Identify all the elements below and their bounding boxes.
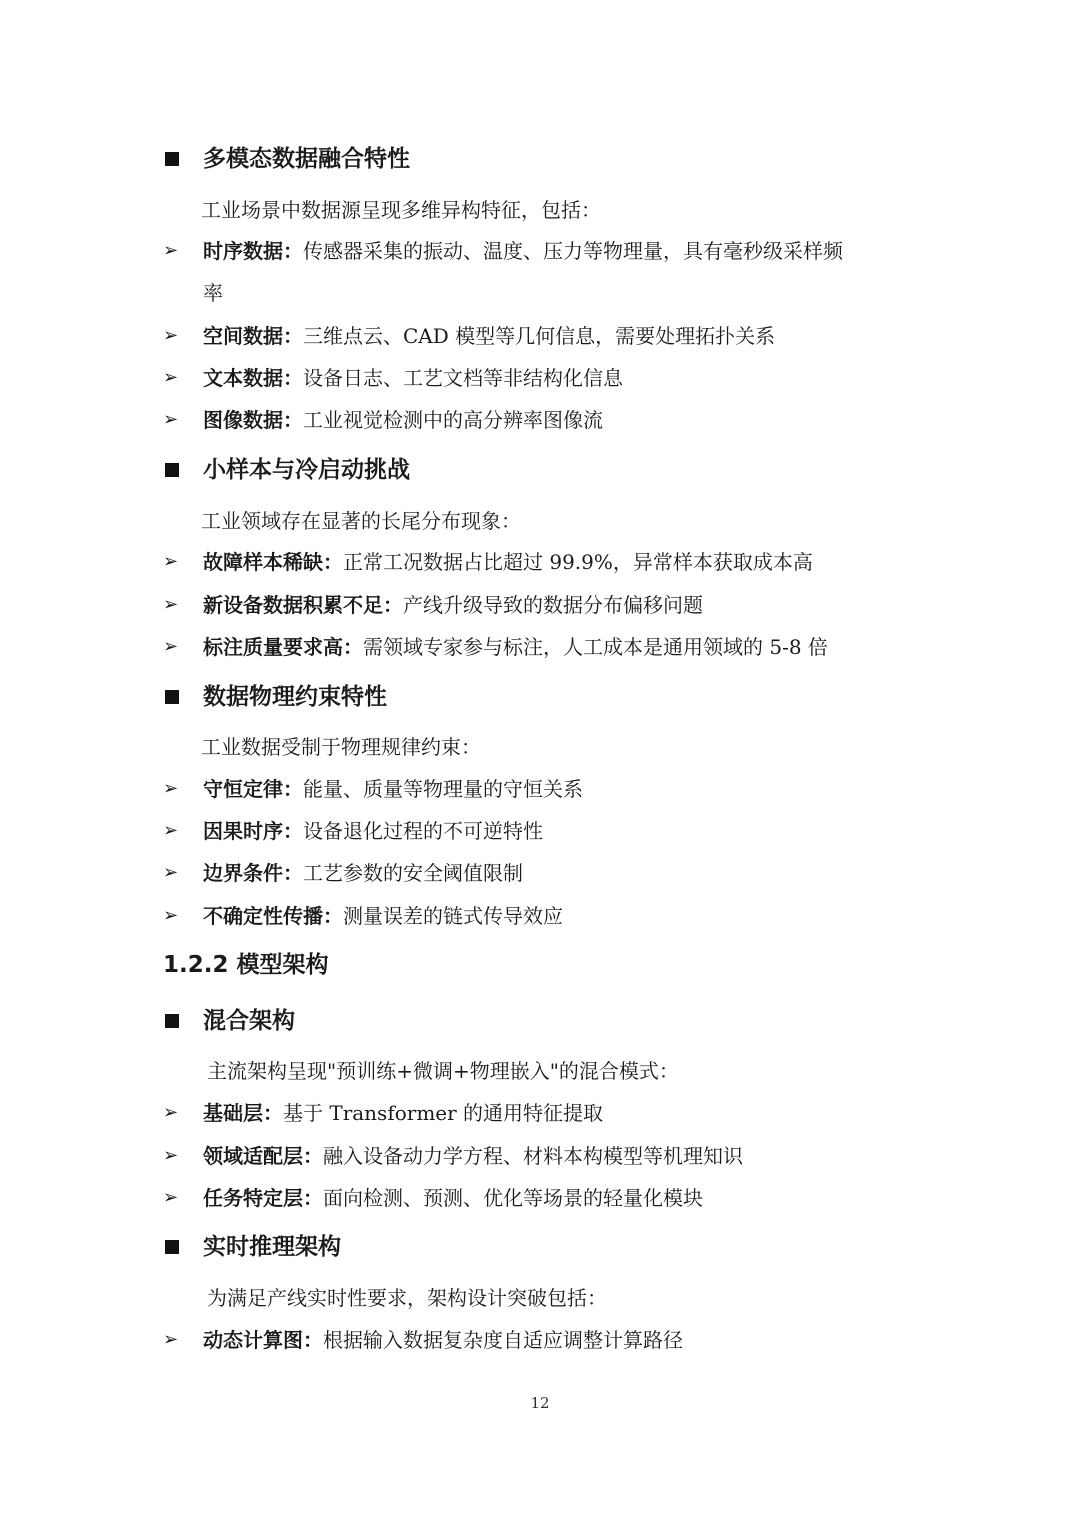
bullet-label: 任务特定层： <box>203 1186 323 1210</box>
bullet-body <box>203 237 843 265</box>
bullet-body <box>203 548 813 576</box>
bullet-text: 工艺参数的安全阈值限制 <box>303 861 523 885</box>
arrowhead-bullet-icon: ➢ <box>163 594 179 615</box>
bullet-item <box>0 817 1080 845</box>
arrowhead-bullet-icon: ➢ <box>163 905 179 926</box>
arrowhead-bullet-icon: ➢ <box>163 820 179 841</box>
bullet-body <box>203 1099 603 1127</box>
black-square-bullet-icon <box>165 1014 179 1028</box>
bullet-text: 融入设备动力学方程、材料本构模型等机理知识 <box>323 1144 743 1168</box>
intro-paragraph: 为满足产线实时性要求，架构设计突破包括： <box>207 1286 607 1310</box>
subsection-heading <box>0 454 1080 486</box>
bullet-text: 设备退化过程的不可逆特性 <box>303 819 543 843</box>
bullet-item <box>0 237 1080 307</box>
intro-paragraph: 主流架构呈现"预训练+微调+物理嵌入"的混合模式： <box>207 1059 679 1083</box>
arrowhead-bullet-icon: ➢ <box>163 1102 179 1123</box>
black-square-bullet-icon <box>165 463 179 477</box>
arrowhead-bullet-icon: ➢ <box>163 367 179 388</box>
bullet-text: 三维点云、CAD 模型等几何信息，需要处理拓扑关系 <box>303 324 776 348</box>
bullet-text: 传感器采集的振动、温度、压力等物理量，具有毫秒级采样频 <box>303 239 843 263</box>
bullet-body <box>203 633 828 661</box>
arrowhead-bullet-icon: ➢ <box>163 325 179 346</box>
bullet-text: 基于 Transformer 的通用特征提取 <box>283 1101 604 1125</box>
bullet-body <box>203 406 603 434</box>
bullet-body <box>203 1142 743 1170</box>
bullet-label: 时序数据： <box>203 239 303 263</box>
bullet-item <box>0 548 1080 576</box>
black-square-bullet-icon <box>165 1240 179 1254</box>
bullet-body <box>203 364 623 392</box>
arrowhead-bullet-icon: ➢ <box>163 551 179 572</box>
bullet-item <box>0 775 1080 803</box>
bullet-label: 空间数据： <box>203 324 303 348</box>
bullet-text: 需领域专家参与标注，人工成本是通用领域的 5-8 倍 <box>363 635 828 659</box>
bullet-label: 文本数据： <box>203 366 303 390</box>
heading-text: 小样本与冷启动挑战 <box>203 457 410 483</box>
arrowhead-bullet-icon: ➢ <box>163 1187 179 1208</box>
bullet-text-continuation: 率 <box>203 281 223 305</box>
heading-text: 多模态数据融合特性 <box>203 146 410 172</box>
bullet-text: 正常工况数据占比超过 99.9%，异常样本获取成本高 <box>343 550 813 574</box>
arrowhead-bullet-icon: ➢ <box>163 409 179 430</box>
arrowhead-bullet-icon: ➢ <box>163 240 179 261</box>
bullet-item <box>0 1326 1080 1354</box>
bullet-text: 测量误差的链式传导效应 <box>343 904 563 928</box>
bullet-body <box>203 902 563 930</box>
bullet-item <box>0 406 1080 434</box>
bullet-text: 面向检测、预测、优化等场景的轻量化模块 <box>323 1186 703 1210</box>
heading-text: 实时推理架构 <box>203 1234 341 1260</box>
intro-paragraph: 工业场景中数据源呈现多维异构特征，包括： <box>201 198 601 222</box>
bullet-text: 工业视觉检测中的高分辨率图像流 <box>303 408 603 432</box>
bullet-body <box>203 859 523 887</box>
section-title: 1.2.2 模型架构 <box>163 952 329 978</box>
bullet-body <box>203 322 775 350</box>
bullet-item <box>0 1099 1080 1127</box>
bullet-item <box>0 1142 1080 1170</box>
bullet-text: 产线升级导致的数据分布偏移问题 <box>403 593 703 617</box>
subsection-heading <box>0 681 1080 713</box>
page-number: 12 <box>530 1394 550 1412</box>
bullet-label: 守恒定律： <box>203 777 303 801</box>
bullet-body <box>203 1184 703 1212</box>
bullet-item <box>0 902 1080 930</box>
bullet-item <box>0 633 1080 661</box>
intro-paragraph: 工业数据受制于物理规律约束： <box>201 735 481 759</box>
bullet-label: 领域适配层： <box>203 1144 323 1168</box>
bullet-label: 标注质量要求高： <box>203 635 363 659</box>
black-square-bullet-icon <box>165 690 179 704</box>
bullet-item <box>0 322 1080 350</box>
bullet-body <box>203 775 583 803</box>
arrowhead-bullet-icon: ➢ <box>163 1145 179 1166</box>
intro-paragraph: 工业领域存在显著的长尾分布现象： <box>201 509 521 533</box>
bullet-body <box>203 817 543 845</box>
arrowhead-bullet-icon: ➢ <box>163 778 179 799</box>
bullet-body <box>203 1326 683 1354</box>
bullet-label: 新设备数据积累不足： <box>203 593 403 617</box>
arrowhead-bullet-icon: ➢ <box>163 636 179 657</box>
bullet-item <box>0 591 1080 619</box>
bullet-label: 因果时序： <box>203 819 303 843</box>
arrowhead-bullet-icon: ➢ <box>163 1329 179 1350</box>
bullet-label: 基础层： <box>203 1101 283 1125</box>
subsection-heading <box>0 1231 1080 1263</box>
bullet-body <box>203 591 703 619</box>
bullet-label: 边界条件： <box>203 861 303 885</box>
subsection-heading <box>0 1005 1080 1037</box>
bullet-item <box>0 1184 1080 1212</box>
bullet-item <box>0 859 1080 887</box>
arrowhead-bullet-icon: ➢ <box>163 862 179 883</box>
bullet-text: 能量、质量等物理量的守恒关系 <box>303 777 583 801</box>
heading-text: 数据物理约束特性 <box>203 684 387 710</box>
bullet-text: 根据输入数据复杂度自适应调整计算路径 <box>323 1328 683 1352</box>
bullet-label: 图像数据： <box>203 408 303 432</box>
bullet-label: 故障样本稀缺： <box>203 550 343 574</box>
bullet-text: 设备日志、工艺文档等非结构化信息 <box>303 366 623 390</box>
heading-text: 混合架构 <box>203 1008 295 1034</box>
black-square-bullet-icon <box>165 152 179 166</box>
subsection-heading <box>0 143 1080 175</box>
bullet-label: 动态计算图： <box>203 1328 323 1352</box>
bullet-label: 不确定性传播： <box>203 904 343 928</box>
bullet-item <box>0 364 1080 392</box>
